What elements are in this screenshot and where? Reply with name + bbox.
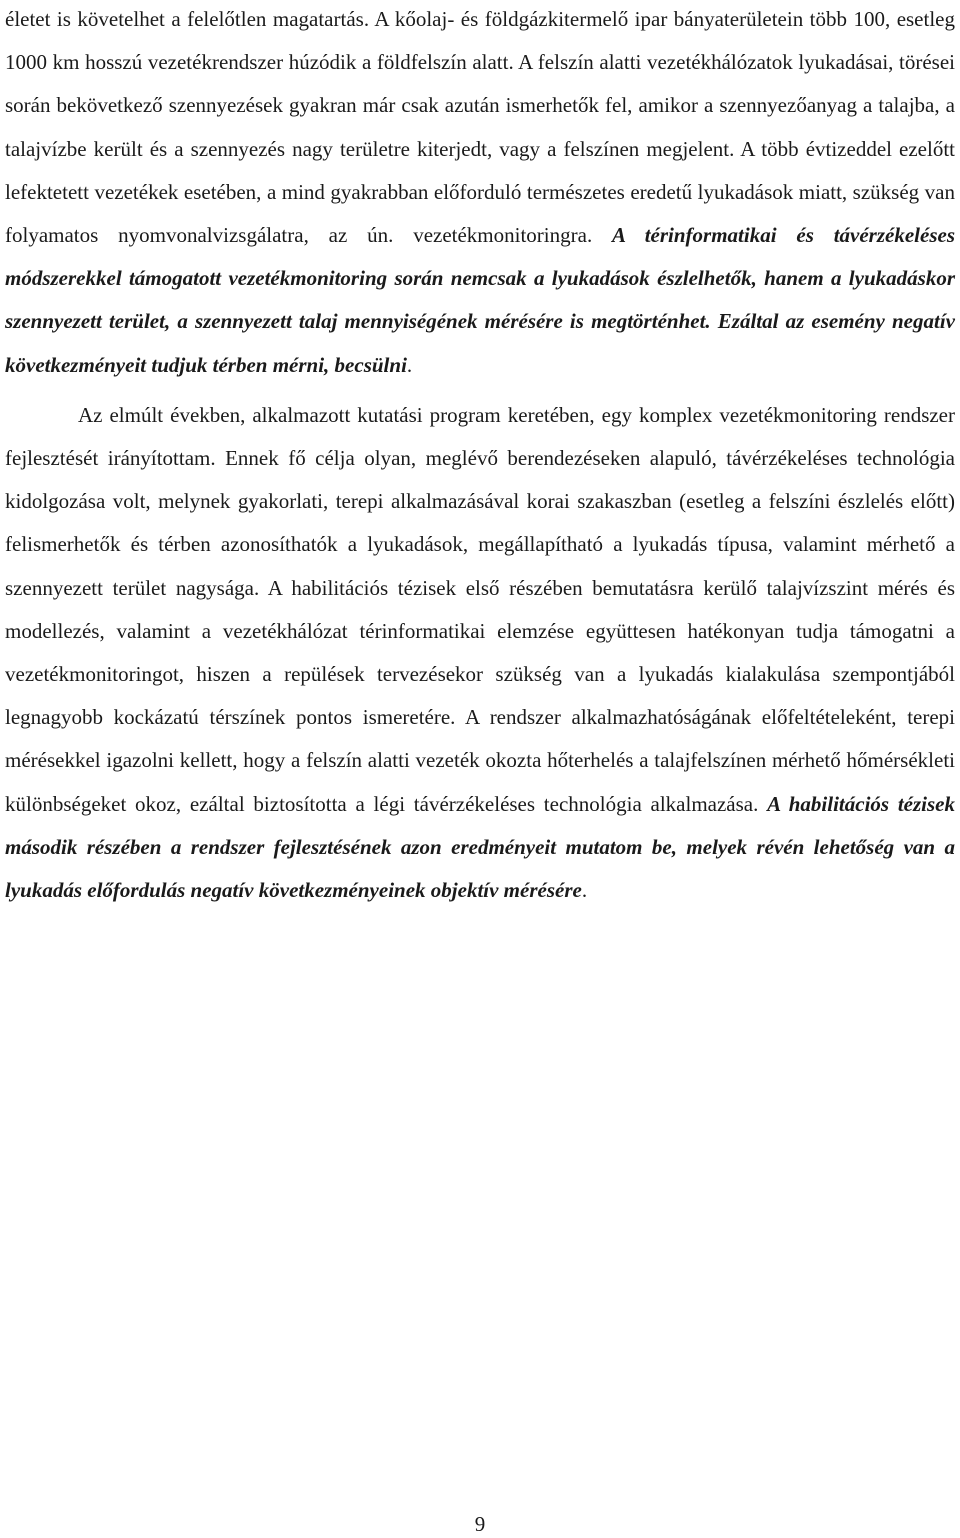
paragraph-text: életet is követelhet a felelőtlen magatartás. A kőolaj- és földgázkitermelő ipar bányaterületein több 100, esetleg 1000 km hosszú vezetékrendszer húzódik a földfelszín alatt. A felszín alatti vezetékhálózatok lyukadásai, törései során bekövetkező szennyezések gyakran már csak azután ismerhetők fel, amikor a szennyezőanyag a talajba, a talajvízbe került és a szennyezés nagy területre kiterjedt, vagy a felszínen megjelent. A több évtizeddel ezelőtt lefektetett vezetékek esetében, a mind gyakrabban előforduló természetes eredetű lyukadások miatt, szükség van folyamatos nyomvonalvizsgálatra, az ún. vezetékmonitoringra. <box>5 7 955 248</box>
body-paragraph <box>5 394 955 912</box>
page-number: 9 <box>474 1512 486 1536</box>
emphasized-text: A térinformatikai és távérzékeléses módszerekkel támogatott vezetékmonitoring során nemcsak a lyukadások észlelhetők, hanem a lyukadáskor szennyezett terület, a szennyezett talaj mennyiségének mérésére is megtörténhet. Ezáltal az esemény negatív következményeit tudjuk térben mérni, becsülni <box>5 223 955 377</box>
paragraph-text: . <box>406 352 413 377</box>
emphasized-text: A habilitációs tézisek második részében a rendszer fejlesztésének azon eredményeit mutatom be, melyek révén lehetőség van a lyukadás előfordulás negatív következményeinek objektív mérésére <box>5 791 955 903</box>
document-page <box>5 0 955 912</box>
paragraph-text: . <box>581 878 588 903</box>
body-paragraph <box>5 0 955 387</box>
paragraph-text: Az elmúlt években, alkalmazott kutatási program keretében, egy komplex vezetékmonitoring rendszer fejlesztését irányítottam. Ennek fő célja olyan, meglévő berendezéseken alapuló, távérzékeléses technológia kidolgozása volt, melynek gyakorlati, terepi alkalmazásával korai szakaszban (esetleg a felszíni észlelés előtt) felismerhetők és térben azonosíthatók a lyukadások, megállapítható a lyukadás típusa, valamint mérhető a szennyezett terület nagysága. A habilitációs tézisek első részében bemutatásra kerülő talajvízszint mérés és modellezés, valamint a vezetékhálózat térinformatikai elemzése együttesen hatékonyan tudja támogatni a vezetékmonitoringot, hiszen a repülések tervezésekor szükség van a lyukadás kialakulása szempontjából legnagyobb kockázatú térszínek pontos ismeretére. A rendszer alkalmazhatóságának előfeltételeként, terepi mérésekkel igazolni kellett, hogy a felszín alatti vezeték okozta hőterhelés a talajfelszínen mérhető hőmérsékleti különbségeket okoz, ezáltal biztosította a légi távérzékeléses technológia alkalmazása. <box>5 402 955 816</box>
